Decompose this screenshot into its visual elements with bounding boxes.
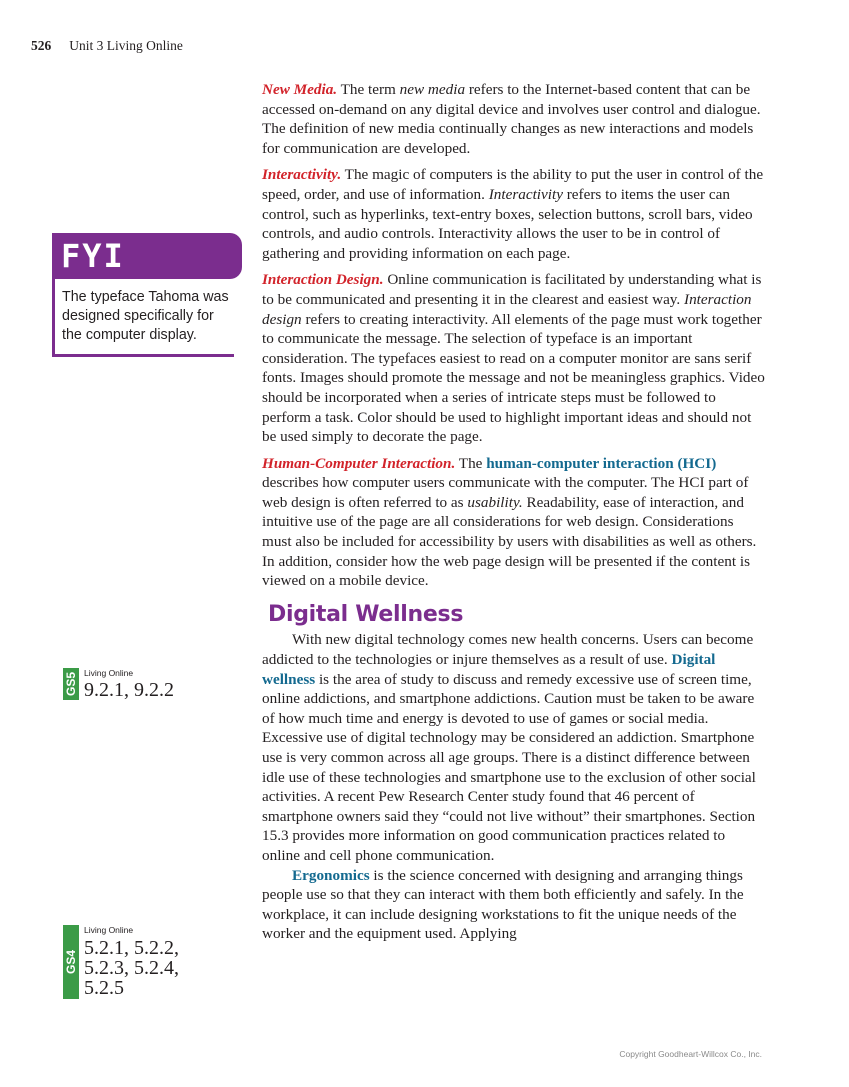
run-in-heading: New Media. [262,81,338,98]
paragraph-digital-wellness: With new digital technology comes new health concerns. Users can become addicted to the technologies or injure themselves as a result of use. Digital wellness is the area of study to discuss and remedy excessive use of screen time, online addictions, and smartphone addictions. Caution must be taken to be aware of how much time and energy is devoted to use of games or social media. Excessive use of digital technology may be considered an addiction. Smartphone use is very common across all age groups. There is a distinct difference between idle use of these technologies and smartphone use to the exclusion of other social activities. A recent Pew Research Center study found that 46 percent of smartphone owners said they “could not live without” their smartphones. Section 15.3 provides more information on good communication practices related to online and cell phone communication. [262,631,756,864]
key-term: human-computer interaction (HCI) [486,454,717,472]
standard-code: GS4 [64,949,78,975]
run-in-heading: Interaction Design. [262,271,384,289]
paragraph-interactivity: Interactivity. The magic of computers is the ability to put the user in control of the speed, order, and use of information. Interactivity refers to items the user can control, such as hyperlinks, text-entry boxes, selection buttons, scroll bars, video controls, and audio controls. Interactivity allows the user to be in control of gathering and providing information on each page. [262,166,764,262]
paragraph-hci: Human-Computer Interaction. The human-computer interaction (HCI) describes how computer users communicate with the computer. The HCI part of web design is often referred to as usability. Readability, ease of interaction, and intuitive use of the page are all considerations for web design. Considerations must also be included for accessibility by users with disabilities as well as others. In addition, consider how the web page design will be presented if the content is viewed on a mobile device. [262,454,757,590]
main-text-column [262,80,766,944]
copyright-footer: Copyright Goodheart-Willcox Co., Inc. [619,1049,762,1059]
standard-code-bar [63,668,79,700]
standard-label: Living Online [84,925,134,935]
paragraph-ergonomics: Ergonomics is the science concerned with designing and arranging things people use so that they can interact with them both efficiently and safely. In the workplace, it can include designing workstations to fit the unique needs of the worker and the equipment used. Applying [262,866,744,943]
paragraph-new-media: New Media. The term new media refers to the Internet-based content that can be accessed on-demand on any digital device and involves user control and dialogue. The definition of new media continually changes as new interactions and models for communication are developed. [262,81,761,157]
fyi-box [52,233,242,357]
running-header [31,38,183,54]
emphasis-term: Interactivity [488,185,563,203]
emphasis-term: usability. [467,493,523,511]
standard-code-bar [63,925,79,999]
run-in-heading: Human-Computer Interaction. [262,454,456,472]
key-term: Ergonomics [292,866,370,884]
standard-numbers: 5.2.1, 5.2.2, [84,937,179,959]
page-number: 526 [31,38,52,53]
run-in-heading: Interactivity. [262,166,342,184]
standard-numbers: 9.2.1, 9.2.2 [84,679,174,701]
unit-title: Unit 3 Living Online [69,38,183,53]
emphasis-term: Interaction design [262,290,752,328]
emphasis-term: new media [399,81,466,98]
fyi-text: The typeface Tahoma was designed specifically for the computer display. [52,279,234,357]
standard-numbers: 5.2.3, 5.2.4, [84,957,179,979]
paragraph-interaction-design: Interaction Design. Online communication is facilitated by understanding what is to be communicated and presenting it in the clearest and easiest way. Interaction design refers to creating interactivity. All elements of the page must work together to communicate the message. The selection of typeface is an important consideration. The typefaces easiest to read on a computer monitor are sans serif fonts. Images should promote the message and not be meaningless graphics. Video should be incorporated when a series of intricate steps must be followed to perform a task. Color should be used to highlight important ideas and should not be used simply to decorate the page. [262,271,765,446]
standard-code: GS5 [64,671,78,697]
standard-numbers: 5.2.5 [84,977,124,999]
fyi-title: FYI [52,233,242,279]
section-heading-digital-wellness: Digital Wellness [268,601,464,627]
key-term: Digital wellness [262,651,716,688]
standard-label: Living Online [84,668,134,678]
